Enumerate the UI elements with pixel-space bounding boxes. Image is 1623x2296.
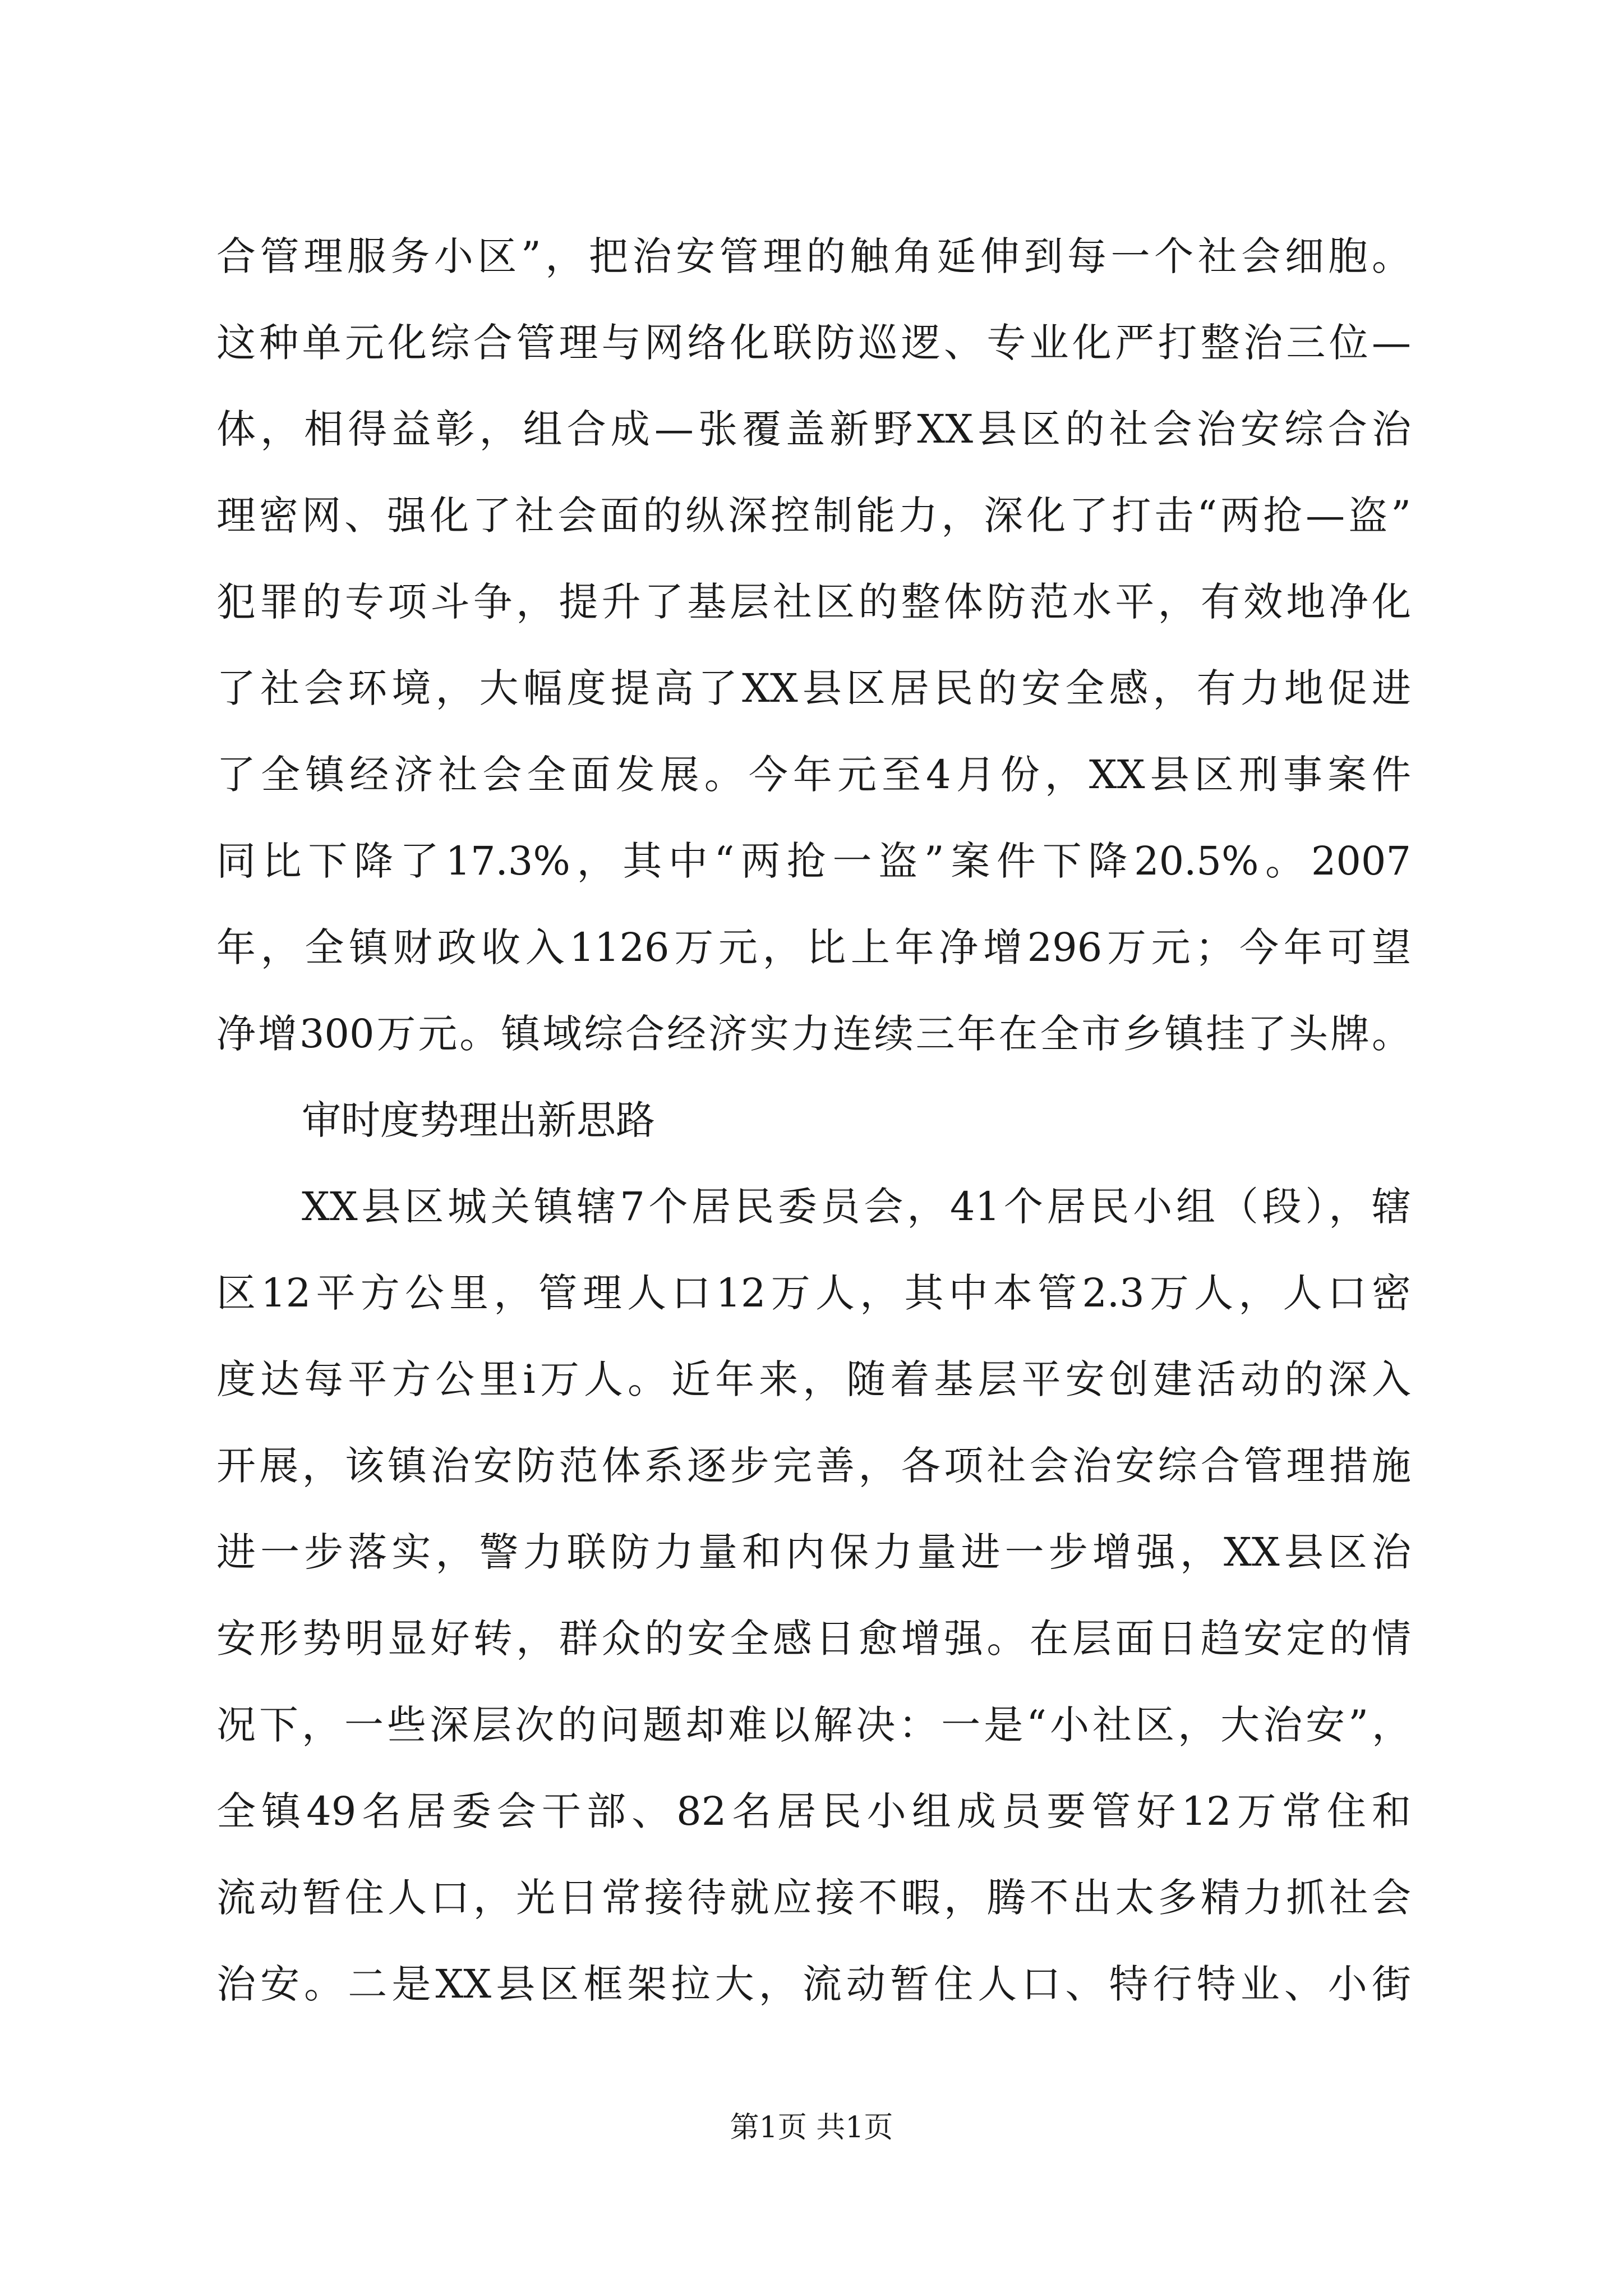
- text-line: 体，相得益彰，组合成—张覆盖新野XX县区的社会治安综合治: [216, 406, 1411, 452]
- text-line: 进一步落实，警力联防力量和内保力量进一步增强，XX县区治: [216, 1529, 1411, 1575]
- text-line: 况下，一些深层次的问题却难以解决：一是“小社区，大治安”，: [216, 1702, 1411, 1748]
- text-line: 合管理服务小区”，把治安管理的触角延伸到每一个社会细胞。: [216, 233, 1411, 279]
- text-line: 净增300万元。镇域综合经济实力连续三年在全市乡镇挂了头牌。: [216, 1011, 1411, 1057]
- text-line: 同比下降了17.3%，其中“两抢一盗”案件下降20.5%。2007: [216, 838, 1411, 884]
- text-line: 这种单元化综合管理与网络化联防巡逻、专业化严打整治三位—: [216, 320, 1411, 366]
- text-line: 区12平方公里，管理人口12万人，其中本管2.3万人，人口密: [216, 1270, 1411, 1316]
- text-line: 了社会环境，大幅度提高了XX县区居民的安全感，有力地促进: [216, 665, 1411, 711]
- text-line: 年，全镇财政收入1126万元，比上年净增296万元；今年可望: [216, 924, 1411, 970]
- text-line: 理密网、强化了社会面的纵深控制能力，深化了打击“两抢—盗”: [216, 493, 1411, 539]
- text-line: 度达每平方公里i万人。近年来，随着基层平安创建活动的深入: [216, 1356, 1411, 1402]
- text-line: 流动暂住人口，光日常接待就应接不暇，腾不出太多精力抓社会: [216, 1875, 1411, 1921]
- text-line: 开展，该镇治安防范体系逐步完善，各项社会治安综合管理措施: [216, 1443, 1411, 1489]
- text-line: XX县区城关镇辖7个居民委员会，41个居民小组（段），辖: [302, 1184, 1411, 1230]
- text-line: 犯罪的专项斗争，提升了基层社区的整体防范水平，有效地净化: [216, 579, 1411, 625]
- document-body: [216, 213, 1411, 2027]
- text-line: 治安。二是XX县区框架拉大，流动暂住人口、特行特业、小街: [216, 1961, 1411, 2007]
- text-line: 安形势明显好转，群众的安全感日愈增强。在层面日趋安定的情: [216, 1616, 1411, 1662]
- section-heading: 审时度势理出新思路: [302, 1097, 655, 1143]
- text-line: 了全镇经济社会全面发展。今年元至4月份，XX县区刑事案件: [216, 752, 1411, 798]
- page-footer: 第1页 共1页: [730, 2111, 893, 2145]
- text-line: 全镇49名居委会干部、82名居民小组成员要管好12万常住和: [216, 1788, 1411, 1834]
